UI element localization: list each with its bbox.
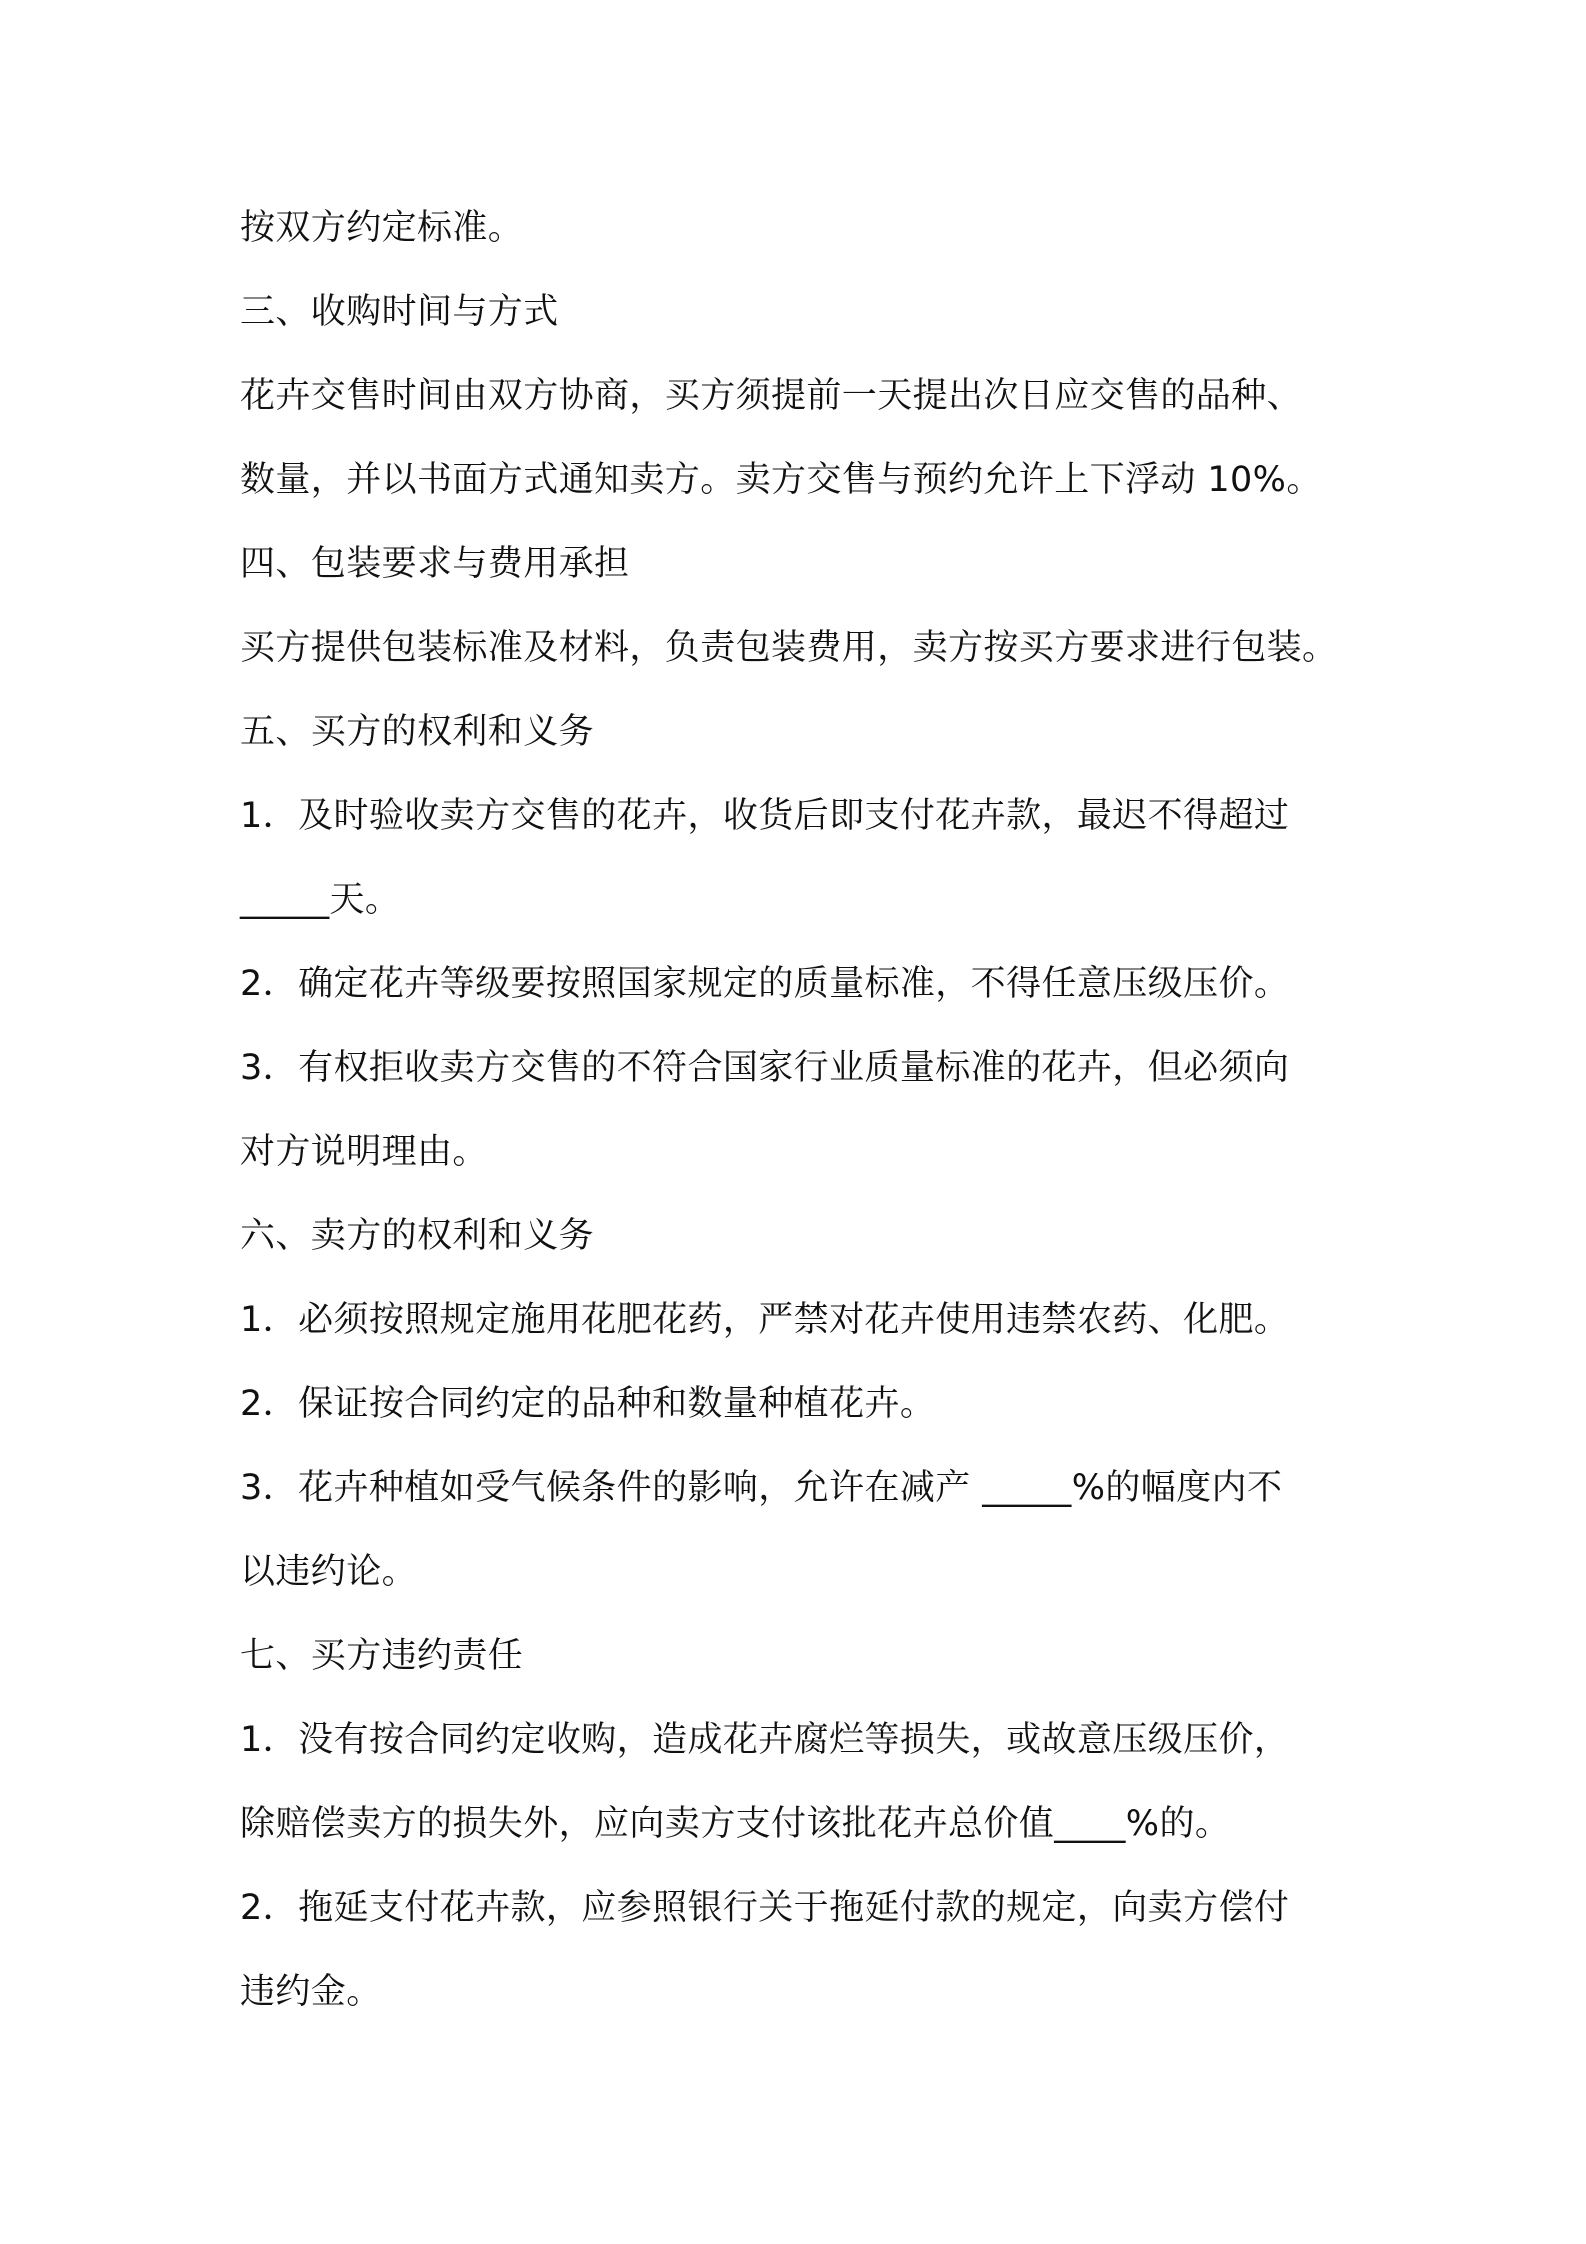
list-item-line: 除赔偿卖方的损失外，应向卖方支付该批花卉总价值____%的。 xyxy=(240,1804,1231,1844)
list-item-line: 对方说明理由。 xyxy=(240,1132,488,1172)
list-item-line: 1．没有按合同约定收购，造成花卉腐烂等损失，或故意压级压价， xyxy=(240,1720,1290,1760)
list-item-line: 2．确定花卉等级要按照国家规定的质量标准，不得任意压级压价。 xyxy=(240,964,1290,1004)
list-item-line: 3．有权拒收卖方交售的不符合国家行业质量标准的花卉，但必须向 xyxy=(240,1048,1290,1088)
list-item-line: 违约金。 xyxy=(240,1972,382,2012)
list-item-line: 1．必须按照规定施用花肥花药，严禁对花卉使用违禁农药、化肥。 xyxy=(240,1300,1290,1340)
list-item-line: _____天。 xyxy=(240,880,401,920)
list-item-line: 以违约论。 xyxy=(240,1552,418,1592)
paragraph-line: 按双方约定标准。 xyxy=(240,208,524,248)
paragraph-line: 花卉交售时间由双方协商，买方须提前一天提出次日应交售的品种、 xyxy=(240,376,1303,416)
section-heading-6: 六、卖方的权利和义务 xyxy=(240,1216,595,1256)
list-item-line: 3．花卉种植如受气候条件的影响，允许在减产 _____%的幅度内不 xyxy=(240,1468,1283,1508)
list-item-line: 2．拖延支付花卉款，应参照银行关于拖延付款的规定，向卖方偿付 xyxy=(240,1888,1290,1928)
paragraph-line: 数量，并以书面方式通知卖方。卖方交售与预约允许上下浮动 10%。 xyxy=(240,460,1322,500)
document-body xyxy=(240,198,1360,2046)
section-heading-4: 四、包装要求与费用承担 xyxy=(240,544,630,584)
section-heading-5: 五、买方的权利和义务 xyxy=(240,712,595,752)
paragraph-line: 买方提供包装标准及材料，负责包装费用，卖方按买方要求进行包装。 xyxy=(240,628,1338,668)
list-item-line: 2．保证按合同约定的品种和数量种植花卉。 xyxy=(240,1384,936,1424)
list-item-line: 1．及时验收卖方交售的花卉，收货后即支付花卉款，最迟不得超过 xyxy=(240,796,1290,836)
section-heading-3: 三、收购时间与方式 xyxy=(240,292,559,332)
section-heading-7: 七、买方违约责任 xyxy=(240,1636,524,1676)
